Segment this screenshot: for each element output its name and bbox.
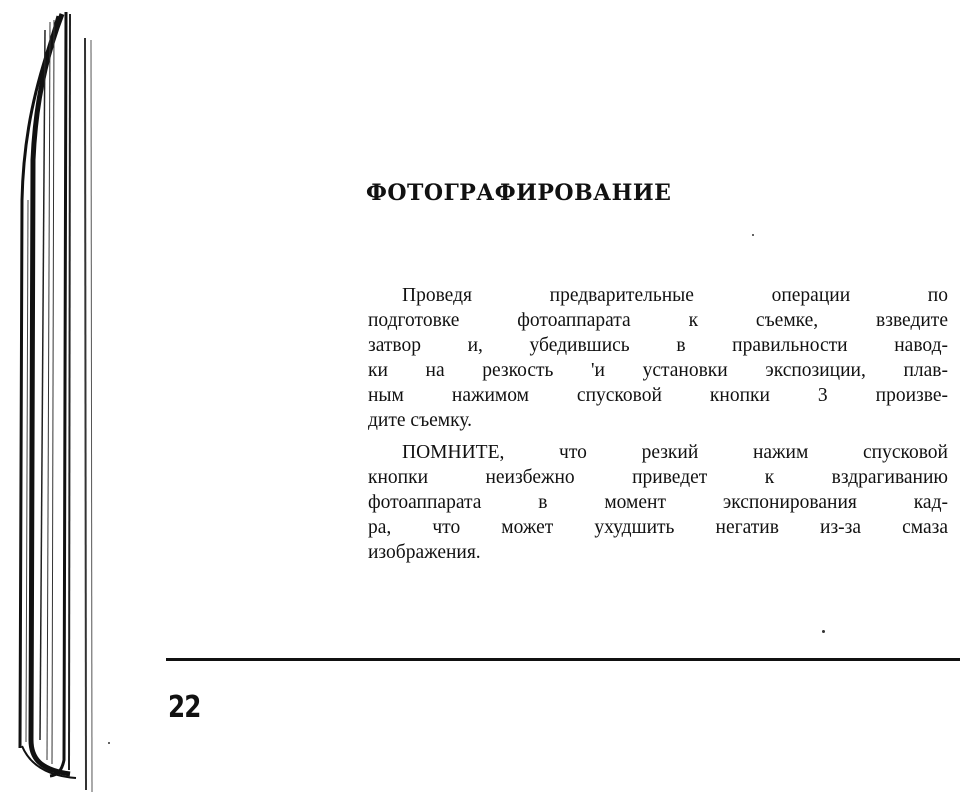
text-line: ки на резкость 'и установки экспозиции, плав- — [368, 360, 948, 381]
text-line: ным нажимом спусковой кнопки 3 произве- — [368, 385, 948, 406]
paragraph-warning — [368, 440, 948, 565]
text-line: дите съемку. — [368, 410, 473, 431]
text-line: фотоаппарата в момент экспонирования кад- — [368, 492, 948, 513]
scan-speck — [822, 630, 825, 633]
text-line: подготовке фотоаппарата к съемке, взведите — [368, 310, 948, 331]
text-line: изображения. — [368, 542, 481, 563]
book-spine-edge — [0, 0, 110, 808]
paragraph-procedure — [368, 283, 948, 433]
section-heading: ФОТОГРАФИРОВАНИЕ — [366, 180, 672, 206]
scan-speck — [752, 234, 754, 236]
text-line: ПОМНИТЕ, что резкий нажим спусковой — [402, 442, 948, 463]
text-line: ра, что может ухудшить негатив из-за смаза — [368, 517, 948, 538]
page-number: 22 — [168, 690, 201, 725]
scan-speck — [108, 742, 110, 744]
footer-rule — [166, 658, 960, 661]
text-line: Проведя предварительные операции по — [402, 285, 948, 306]
text-line: кнопки неизбежно приведет к вздрагиванию — [368, 467, 948, 488]
body-text — [368, 283, 948, 572]
text-line: затвор и, убедившись в правильности навод- — [368, 335, 948, 356]
